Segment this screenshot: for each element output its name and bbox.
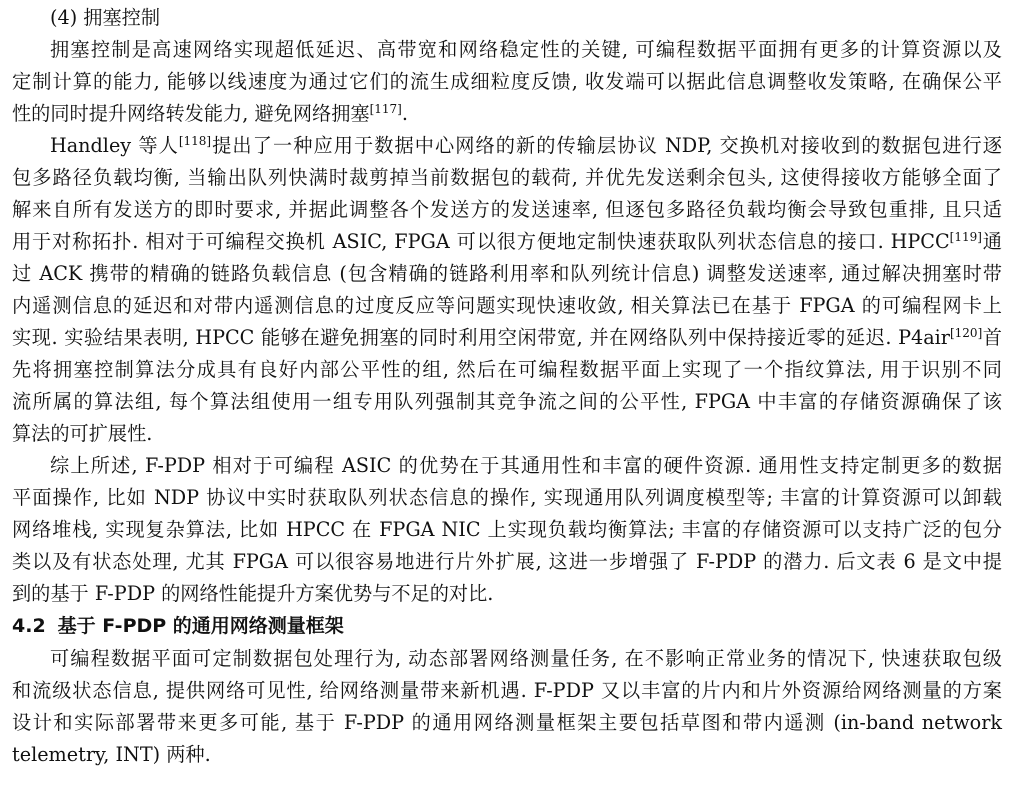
subsection-heading — [12, 2, 1002, 34]
paragraph-summary — [12, 450, 1002, 610]
paragraph-line: 解来自所有发送方的即时要求, 并据此调整各个发送方的发送速率, 但逐包多路径负载均衡会导致包重排, 且只适 — [12, 198, 1002, 221]
section-title: 基于 F-PDP 的通用网络测量框架 — [57, 615, 344, 637]
paragraph-line: 定制计算的能力, 能够以线速度为通过它们的流生成细粒度反馈, 收发端可以据此信息调整收发策略, 在确保公平 — [12, 70, 1002, 93]
paragraph-measurement-intro — [12, 643, 1002, 771]
paragraph-related-work — [12, 130, 1002, 450]
paragraph-line: 平面操作, 比如 NDP 协议中实时获取队列状态信息的操作, 实现通用队列调度模型等; 丰富的计算资源可以卸载 — [12, 486, 1002, 509]
paragraph-line: 到的基于 F-PDP 的网络性能提升方案优势与不足的对比. — [12, 582, 494, 605]
paragraph-line: 过 ACK 携带的精确的链路负载信息 (包含精确的链路利用率和队列统计信息) 调整发送速率, 通过解决拥塞时带 — [12, 262, 1002, 285]
paragraph-line: 和流级状态信息, 提供网络可见性, 给网络测量带来新机遇. F-PDP 又以丰富的片内和片外资源给网络测量的方案 — [12, 679, 1002, 702]
paragraph-line: 算法的可扩展性. — [12, 422, 153, 445]
paragraph-line: 设计和实际部署带来更多可能, 基于 F-PDP 的通用网络测量框架主要包括草图和带内遥测 (in-band network — [12, 711, 1002, 734]
paragraph-line — [12, 226, 1002, 258]
section-heading — [12, 610, 1002, 643]
citation-ref: [118] — [178, 134, 212, 148]
text-run: 性的同时提升网络转发能力, 避免网络拥塞 — [12, 102, 370, 125]
paragraph-line: 先将拥塞控制算法分成具有良好内部公平性的组, 然后在可编程数据平面上实现了一个指纹算法, 用于识别不同 — [12, 358, 1002, 381]
text-run: 通 — [981, 230, 1002, 253]
paragraph-line: telemetry, INT) 两种. — [12, 743, 211, 766]
paragraph-line: 综上所述, F-PDP 相对于可编程 ASIC 的优势在于其通用性和丰富的硬件资源. 通用性支持定制更多的数据 — [50, 454, 1002, 477]
section-number: 4.2 — [12, 615, 46, 637]
paragraph-line — [12, 98, 1002, 130]
paragraph-line — [12, 322, 1002, 354]
text-run: 用于对称拓扑. 相对于可编程交换机 ASIC, FPGA 可以很方便地定制快速获取队列状态信息的接口. HPCC — [12, 230, 950, 253]
paragraph-line: 可编程数据平面可定制数据包处理行为, 动态部署网络测量任务, 在不影响正常业务的情况下, 快速获取包级 — [50, 647, 1002, 670]
paragraph-line: 流所属的算法组, 每个算法组使用一组专用队列强制其竞争流之间的公平性, FPGA 中丰富的存储资源确保了该 — [12, 390, 1002, 413]
paragraph-congestion-intro — [12, 34, 1002, 130]
paper-page — [12, 2, 1002, 771]
citation-ref: [119] — [949, 230, 982, 244]
paragraph-line: 包多路径负载均衡, 当输出队列快满时裁剪掉当前数据包的载荷, 并优先发送剩余包头, 这使得接收方能够全面了 — [12, 166, 1002, 189]
text-run: 首 — [982, 326, 1002, 349]
paragraph-line — [12, 130, 1002, 162]
text-run: . — [401, 102, 408, 125]
text-run: Handley 等人 — [50, 134, 179, 157]
text-run: 提出了一种应用于数据中心网络的新的传输层协议 NDP, 交换机对接收到的数据包进行逐 — [211, 134, 1002, 157]
citation-ref: [120] — [949, 326, 983, 340]
paragraph-line: 拥塞控制是高速网络实现超低延迟、高带宽和网络稳定性的关键, 可编程数据平面拥有更多的计算资源以及 — [50, 38, 1002, 61]
paragraph-line: 网络堆栈, 实现复杂算法, 比如 HPCC 在 FPGA NIC 上实现负载均衡算法; 丰富的存储资源可以支持广泛的包分 — [12, 518, 1002, 541]
citation-ref: [117] — [369, 102, 402, 116]
paragraph-line: 内遥测信息的延迟和对带内遥测信息的过度反应等问题实现快速收敛, 相关算法已在基于 FPGA 的可编程网卡上 — [12, 294, 1002, 317]
text-run: 实现. 实验结果表明, HPCC 能够在避免拥塞的同时利用空闲带宽, 并在网络队列中保持接近零的延迟. P4air — [12, 326, 950, 349]
subsection-title: (4) 拥塞控制 — [50, 6, 161, 29]
paragraph-line: 类以及有状态处理, 尤其 FPGA 可以很容易地进行片外扩展, 这进一步增强了 F-PDP 的潜力. 后文表 6 是文中提 — [12, 550, 1002, 573]
